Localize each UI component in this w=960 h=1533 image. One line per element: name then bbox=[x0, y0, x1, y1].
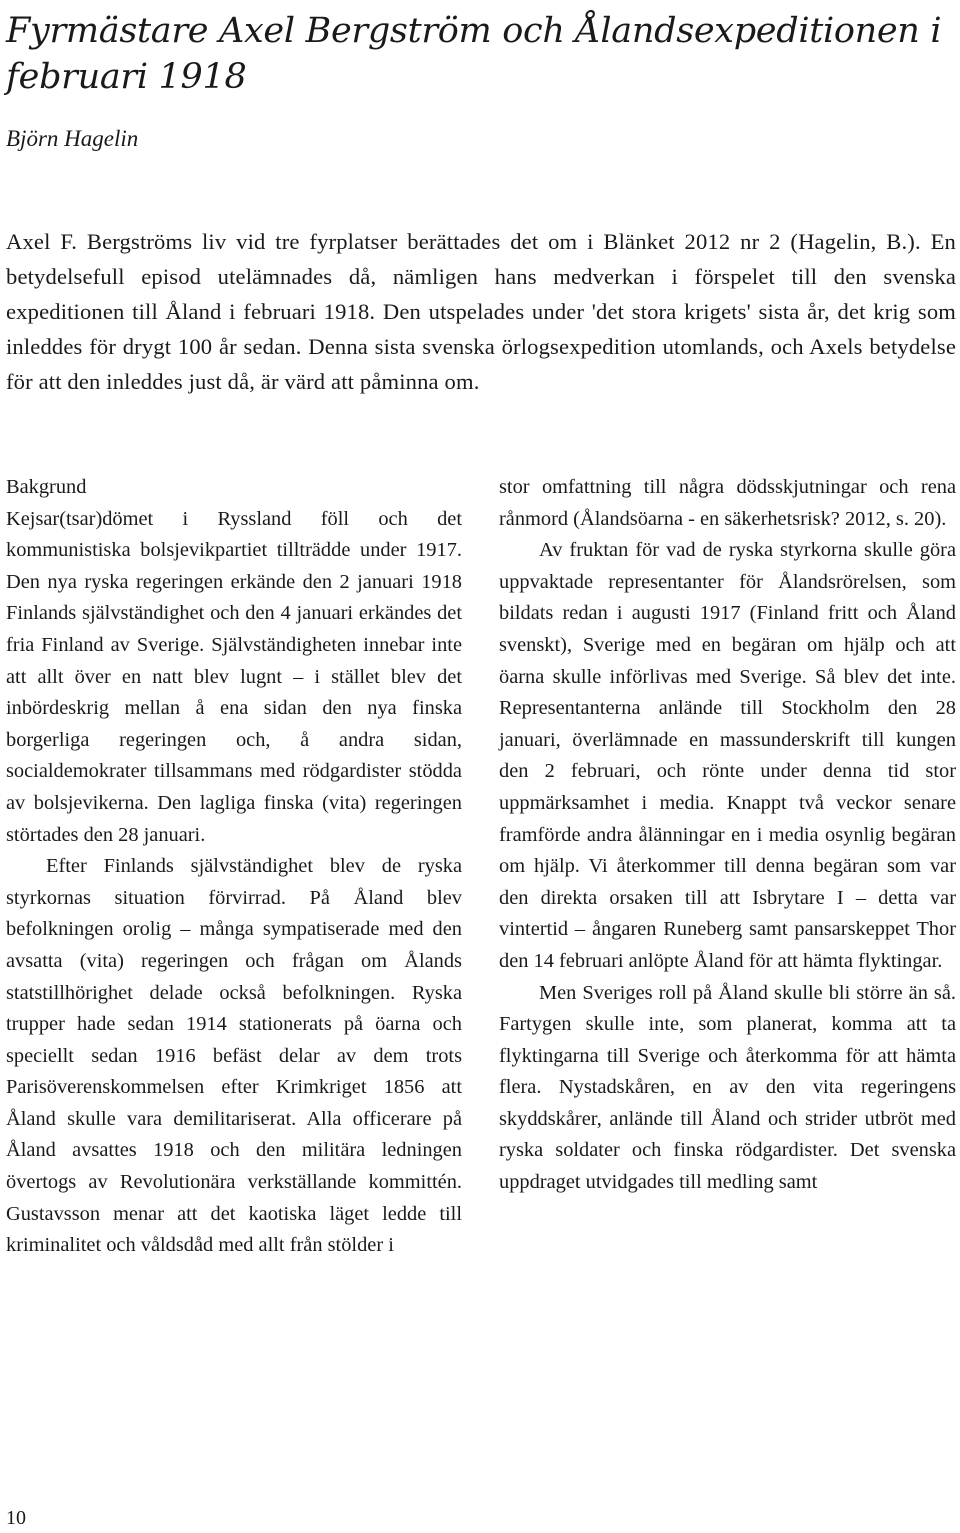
article-lead-paragraph: Axel F. Bergströms liv vid tre fyrplatser berättades det om i Blänket 2012 nr 2 (Hagelin, B.). En betydelsefull episod utelämnades då, nämligen hans medverkan i förspelet till den svenska expeditionen till Åland i februari 1918. Den utspelades under 'det stora krigets' sista år, det krig som inleddes för drygt 100 år sedan. Denna sista svenska örlogsexpedition utomlands, och Axels betydelse för att den inleddes just då, är värd att påminna om. bbox=[6, 229, 956, 394]
body-paragraph: stor omfattning till några dödsskjutningar och rena rånmord (Ålandsöarna - en säkerhetsrisk? 2012, s. 20). bbox=[499, 476, 956, 530]
left-text-column bbox=[6, 472, 462, 1262]
article-author: Björn Hagelin bbox=[6, 126, 139, 151]
page-number: 10 bbox=[6, 1507, 26, 1529]
article-title: Fyrmästare Axel Bergström och Ålandsexpeditionen i februari 1918 bbox=[6, 11, 942, 97]
body-paragraph: Men Sveriges roll på Åland skulle bli större än så. Fartygen skulle inte, som planerat, komma att ta flyktingarna till Sverige och återkomma för att hämta flera. Nystadskåren, en av den vita regeringens skyddskårer, anlände till Åland och strider utbröt med ryska soldater och finska rödgardister. Det svenska uppdraget utvidgades till medling samt bbox=[499, 981, 956, 1194]
section-heading: Bakgrund bbox=[6, 476, 87, 498]
right-text-column bbox=[499, 472, 956, 1199]
body-paragraph: Av fruktan för vad de ryska styrkorna skulle göra uppvaktade representanter för Ålandsrörelsen, som bildats redan i augusti 1917 (Finland fritt och Åland svenskt), Sverige med en begäran om hjälp och att öarna skulle införlivas med Sverige. Så blev det inte. Representanterna anlände till Stockholm den 28 januari, överlämnade en massunderskrift till kungen den 2 februari, och rönte under denna tid stor uppmärksamhet i media. Knappt två veckor senare framförde andra ålänningar en i media osynlig begäran om hjälp. Vi återkommer till denna begäran som var den direkta orsaken till att Isbrytare I – detta var vintertid – ångaren Runeberg samt pansarskeppet Thor den 14 februari anlöpte Åland för att hämta flyktingar. bbox=[499, 539, 956, 972]
body-paragraph: Efter Finlands självständighet blev de ryska styrkornas situation förvirrad. På Åland blev befolkningen orolig – många sympatiserade med den avsatta (vita) regeringen och frågan om Ålands statstillhörighet delade också befolkningen. Ryska trupper hade sedan 1914 stationerats på öarna och speciellt sedan 1916 befäst delar av dem trots Parisöverenskommelsen efter Krimkriget 1856 att Åland skulle vara demilitariserat. Alla officerare på Åland avsattes 1918 och den militära ledningen övertogs av Revolutionära verkställande kommittén. Gustavsson menar att det kaotiska läget ledde till kriminalitet och våldsdåd med allt från stölder i bbox=[6, 855, 462, 1257]
body-paragraph: Kejsar(tsar)dömet i Ryssland föll och det kommunistiska bolsjevikpartiet tillträdde under 1917. Den nya ryska regeringen erkände den 2 januari 1918 Finlands självständighet och den 4 januari erkändes det fria Finland av Sverige. Självständigheten innebar inte att allt över en natt blev lugnt – i stället blev det inbördeskrig mellan å ena sidan den nya finska borgerliga regeringen och, å andra sidan, socialdemokrater tillsammans med rödgardister stödda av bolsjevikerna. Den lagliga finska (vita) regeringen störtades den 28 januari. bbox=[6, 507, 462, 846]
